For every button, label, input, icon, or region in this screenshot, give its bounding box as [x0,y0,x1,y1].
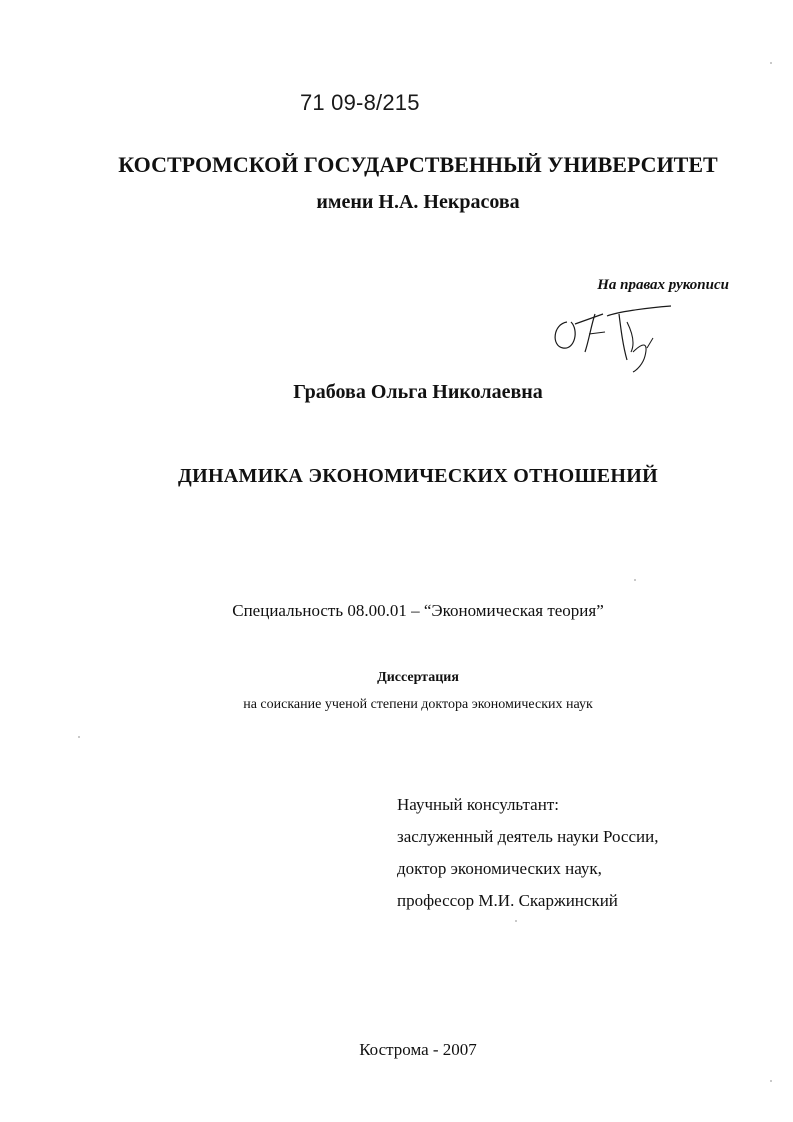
university-name: КОСТРОМСКОЙ ГОСУДАРСТВЕННЫЙ УНИВЕРСИТЕТ [118,152,718,177]
scan-speck [770,1080,772,1082]
dissertation-label: Диссертация [377,670,459,685]
scientific-consultant [397,789,658,917]
author-name: Грабова Ольга Николаевна [293,381,543,403]
dissertation-title: ДИНАМИКА ЭКОНОМИЧЕСКИХ ОТНОШЕНИЙ [178,465,658,487]
city-year: Кострома - 2007 [359,1040,477,1059]
consultant-line: профессор М.И. Скаржинский [397,891,618,910]
consultant-line: заслуженный деятель науки России, [397,827,659,846]
catalog-number: 71 09-8/215 [300,90,420,115]
consultant-line: доктор экономических наук, [397,859,602,878]
dissertation-purpose: на соискание ученой степени доктора экономических наук [243,697,593,712]
university-named-after: имени Н.А. Некрасова [316,191,520,213]
handwritten-signature [545,300,685,380]
manuscript-note: На правах рукописи [597,277,729,293]
consultant-heading: Научный консультант: [397,795,559,814]
scan-speck [634,579,636,581]
specialty: Специальность 08.00.01 – “Экономическая теория” [232,601,604,620]
scan-speck [770,62,772,64]
scan-speck [78,736,80,738]
scan-speck [515,920,517,922]
